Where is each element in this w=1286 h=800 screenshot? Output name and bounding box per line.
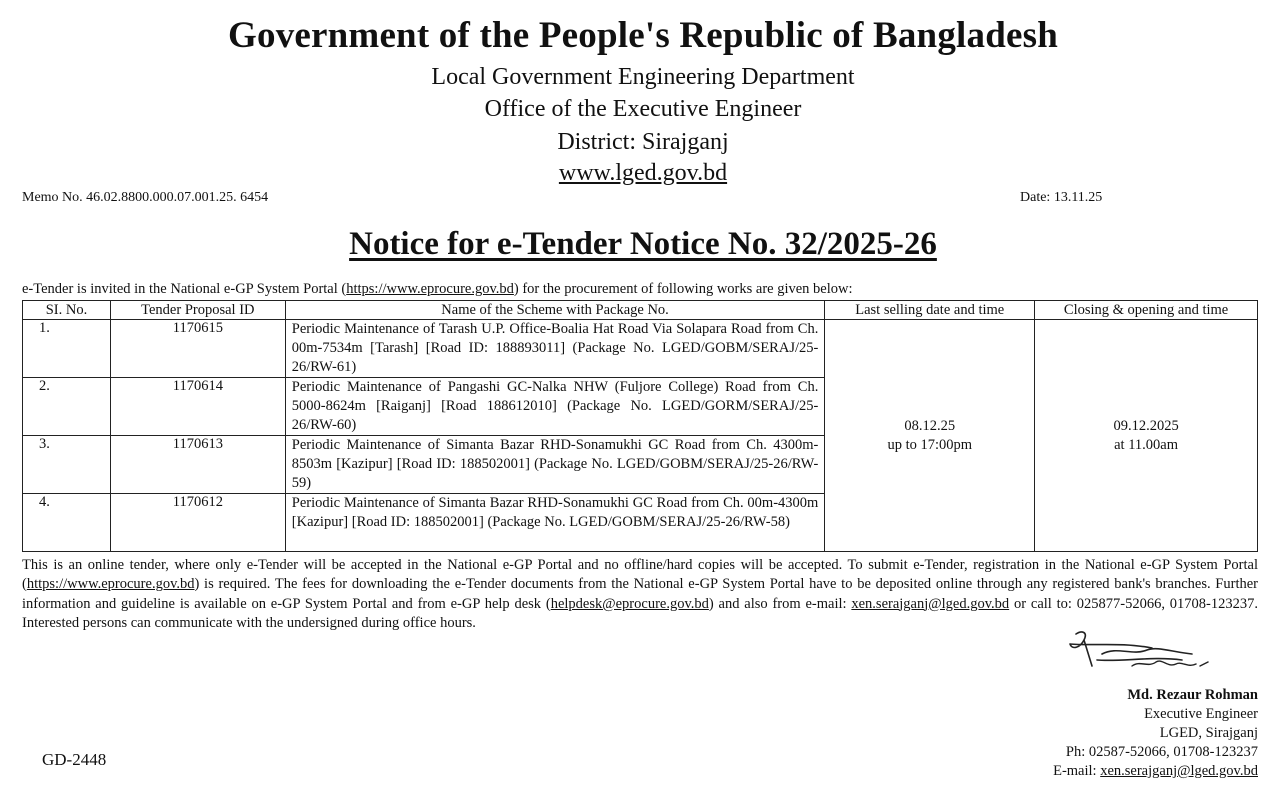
website-link[interactable]: www.lged.gov.bd xyxy=(558,160,728,186)
district-name: District: Sirajganj xyxy=(557,129,729,155)
intro-after: ) for the procurement of following works are given below: xyxy=(513,281,853,297)
row-scheme: Periodic Maintenance of Tarash U.P. Office-Boalia Hat Road Via Solapara Road from Ch. 00m-7534m [Tarash] [Road ID: 188893011] (Package No. LGED/GOBM/SERAJ/25-26/RW-61) xyxy=(285,320,825,378)
signer-phone: Ph: 02587-52066, 01708-123237 xyxy=(1065,744,1258,760)
closing-time: at 11.00am xyxy=(1114,436,1179,453)
eprocure-link[interactable]: https://www.eprocure.gov.bd xyxy=(346,281,514,297)
row-sl: 4. xyxy=(23,494,111,552)
office-name: Office of the Executive Engineer xyxy=(484,96,802,122)
para-part-4: or call to: 025877-52066, 01708-123237. Interested persons can communicate with the undersigned during office hours. xyxy=(22,595,1258,631)
row-sl: 2. xyxy=(23,378,111,436)
row-tender-id: 1170615 xyxy=(110,320,285,378)
row-scheme: Periodic Maintenance of Pangashi GC-Nalka NHW (Fuljore College) Road from Ch. 5000-8624m [Raiganj] [Road 188612010] (Package No. LGED/GORM/SERAJ/25-26/RW-60) xyxy=(285,378,825,436)
memo-number: Memo No. 46.02.8800.000.07.001.25. 6454 xyxy=(22,190,269,205)
helpdesk-email-link[interactable]: helpdesk@eprocure.gov.bd xyxy=(550,595,709,612)
signer-office: LGED, Sirajganj xyxy=(1159,725,1258,741)
closing-date: 09.12.2025 xyxy=(1113,417,1179,434)
header-tender-id: Tender Proposal ID xyxy=(110,301,285,320)
gd-number: GD-2448 xyxy=(42,750,107,769)
row-sl: 1. xyxy=(23,320,111,378)
closing-cell xyxy=(1035,320,1258,552)
department-name: Local Government Engineering Department xyxy=(431,64,855,90)
table-header-row xyxy=(23,301,1258,320)
para-part-3: ) and also from e-mail: xyxy=(708,595,852,612)
signer-email-link[interactable]: xen.serajganj@lged.gov.bd xyxy=(1100,763,1258,779)
instructions-paragraph xyxy=(22,556,1258,633)
para-part-1: This is an online tender, where only e-Tender will be accepted in the National e-GP Portal and no offline/hard copies will be accepted. To submit e-Tender, registration in the National e-GP System Portal ( xyxy=(22,557,1258,593)
table-row xyxy=(23,320,1258,378)
intro-text xyxy=(22,281,853,298)
intro-before: e-Tender is invited in the National e-GP System Portal ( xyxy=(22,281,347,297)
xen-email-link[interactable]: xen.serajganj@lged.gov.bd xyxy=(851,595,1010,612)
row-tender-id: 1170614 xyxy=(110,378,285,436)
government-title: Government of the People's Republic of Bangladesh xyxy=(228,15,1058,56)
row-scheme: Periodic Maintenance of Simanta Bazar RHD-Sonamukhi GC Road from Ch. 4300m-8503m [Kazipur] [Road ID: 188502001] (Package No. LGED/GOBM/SERAJ/25-26/RW-59) xyxy=(285,436,825,494)
header-sl: SI. No. xyxy=(23,301,111,320)
last-selling-time: up to 17:00pm xyxy=(887,436,973,453)
signature-icon xyxy=(1062,626,1222,676)
row-sl: 3. xyxy=(23,436,111,494)
signer-email-line xyxy=(1000,762,1258,781)
signer-email-label: E-mail: xyxy=(1053,763,1101,779)
eprocure-link-2[interactable]: https://www.eprocure.gov.bd xyxy=(26,576,195,593)
signer-name: Md. Rezaur Rohman xyxy=(1127,687,1258,703)
row-tender-id: 1170612 xyxy=(110,494,285,552)
last-selling-cell xyxy=(825,320,1035,552)
signer-title: Executive Engineer xyxy=(1144,706,1258,722)
last-selling-date: 08.12.25 xyxy=(904,417,956,434)
header-last-selling: Last selling date and time xyxy=(825,301,1035,320)
row-tender-id: 1170613 xyxy=(110,436,285,494)
tender-table xyxy=(22,300,1258,552)
header-closing: Closing & opening and time xyxy=(1035,301,1258,320)
notice-title: Notice for e-Tender Notice No. 32/2025-26 xyxy=(349,226,937,262)
row-scheme: Periodic Maintenance of Simanta Bazar RHD-Sonamukhi GC Road from Ch. 00m-4300m [Kazipur] [Road ID: 188502001] (Package No. LGED/GOBM/SERAJ/25-26/RW-58) xyxy=(285,494,825,552)
para-part-2: ) is required. The fees for downloading the e-Tender documents from the National e-GP System Portal have to be deposited online through any registered bank's branches. Further information and guideline is available on e-GP System Portal and from e-GP help desk ( xyxy=(22,576,1258,612)
notice-date: Date: 13.11.25 xyxy=(1020,190,1103,205)
signature-block xyxy=(1000,686,1258,781)
header-scheme: Name of the Scheme with Package No. xyxy=(285,301,825,320)
